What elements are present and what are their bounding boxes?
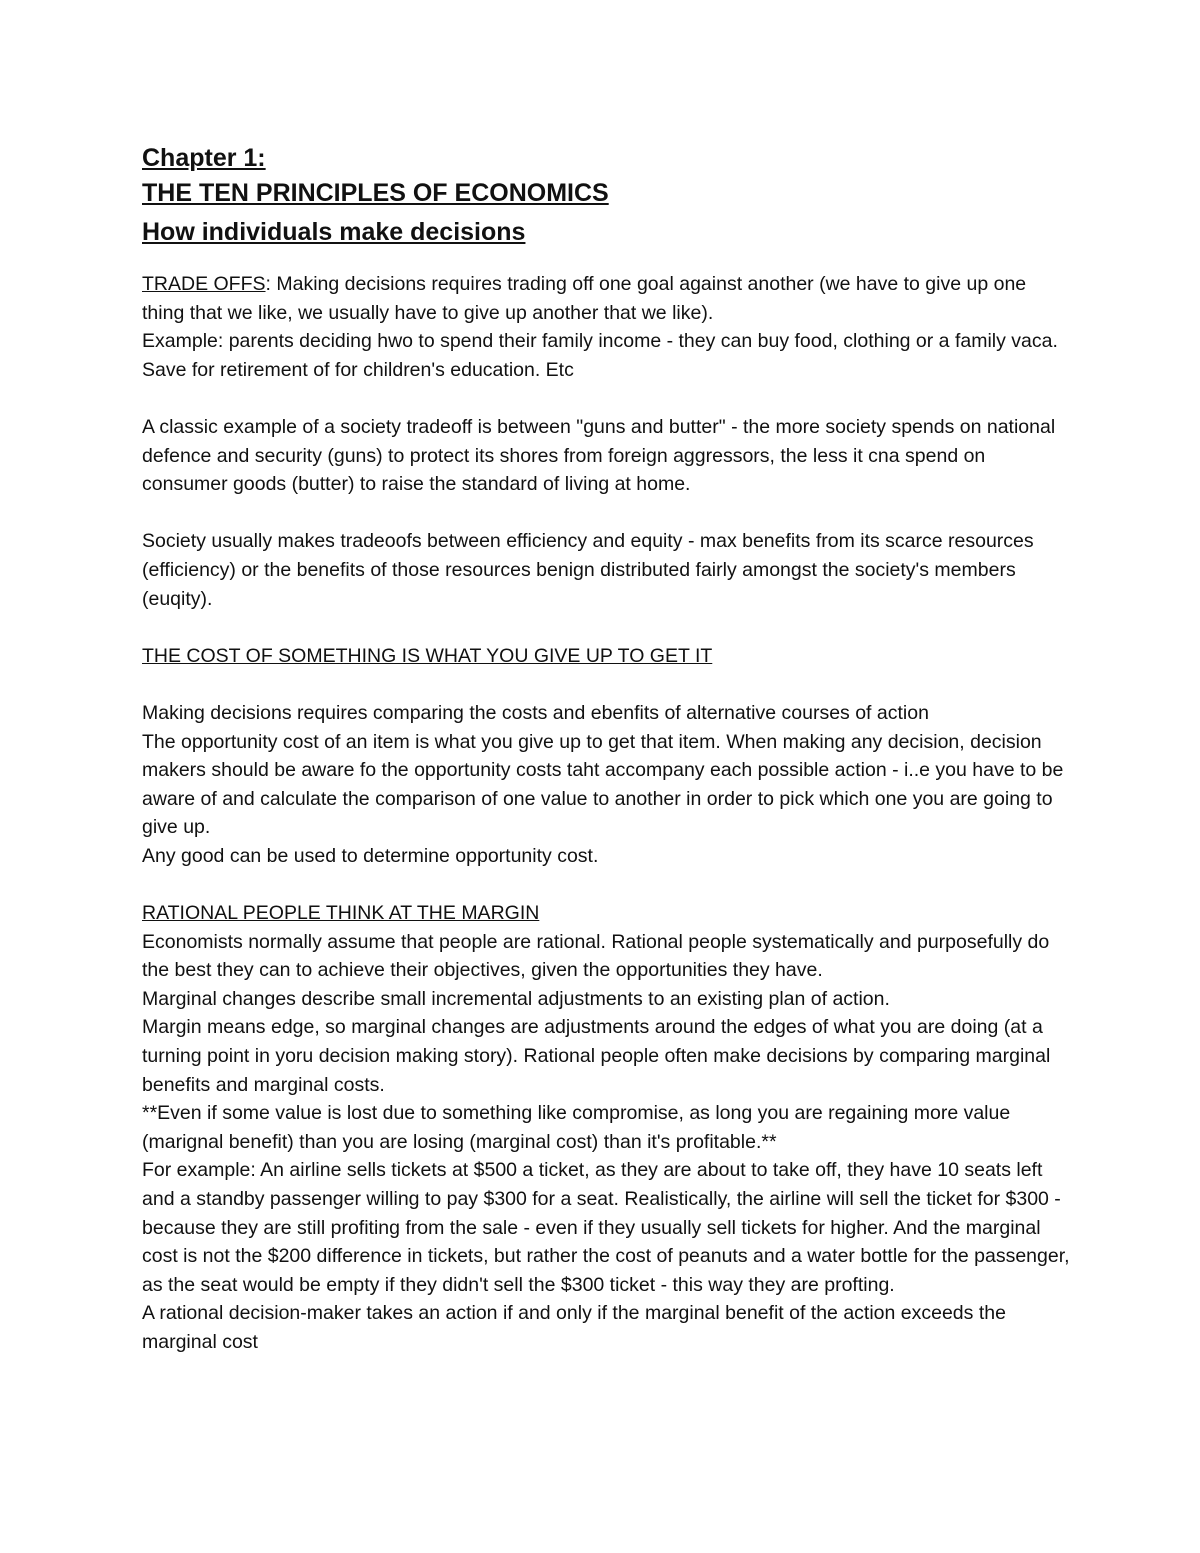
trade-offs-example: Example: parents deciding hwo to spend their family income - they can buy food, clothing or a family vaca. Save for retirement of for children's education. Etc xyxy=(142,330,1058,381)
trade-offs-label: TRADE OFFS xyxy=(142,273,266,295)
chapter-heading: Chapter 1: xyxy=(142,144,266,172)
margin-paragraph-5: For example: An airline sells tickets at $500 a ticket, as they are about to take off, they have 10 seats left and a standby passenger willing to pay $300 for a seat. Realistically, the airline will sell the ticket for $300 - because they are still profiting from the sale - even if they usually sell tickets for higher. And the marginal cost is not the $200 difference in tickets, but rather the cost of peanuts and a water bottle for the passenger, as the seat would be empty if they didn't sell the $300 ticket - this way they are profting. xyxy=(142,1159,1070,1296)
main-title: THE TEN PRINCIPLES OF ECONOMICS xyxy=(142,179,609,207)
spacer xyxy=(142,384,1072,413)
cost-heading: THE COST OF SOMETHING IS WHAT YOU GIVE UP TO GET IT xyxy=(142,644,713,667)
spacer xyxy=(142,499,1072,528)
efficiency-equity-paragraph: Society usually makes tradeoofs between efficiency and equity - max benefits from its scarce resources (efficiency) or the benefits of those resources benign distributed fairly amongst the society's members (euqity). xyxy=(142,530,1034,610)
spacer xyxy=(142,670,1072,699)
margin-heading: RATIONAL PEOPLE THINK AT THE MARGIN xyxy=(142,902,540,925)
trade-offs-paragraph xyxy=(142,270,1072,327)
cost-paragraph-2: The opportunity cost of an item is what you give up to get that item. When making any decision, decision makers should be aware fo the opportunity costs taht accompany each possible action - i..e you have to be aware of and calculate the comparison of one value to another in order to pick which one you are going to give up. xyxy=(142,730,1064,839)
margin-paragraph-6: A rational decision-maker takes an action if and only if the marginal benefit of the action exceeds the marginal cost xyxy=(142,1302,1006,1353)
margin-paragraph-1: Economists normally assume that people are rational. Rational people systematically and purposefully do the best they can to achieve their objectives, given the opportunities they have. xyxy=(142,930,1050,982)
trade-offs-text: : Making decisions requires trading off one goal against another (we have to give up one thing that we like, we usually have to give up another that we like). xyxy=(142,273,1027,324)
document-page xyxy=(142,141,1072,1357)
guns-butter-paragraph: A classic example of a society tradeoff is between "guns and butter" - the more society spends on national defence and security (guns) to protect its shores from foreign aggressors, the less it cna spend on consumer goods (butter) to raise the standard of living at home. xyxy=(142,415,1056,496)
cost-paragraph-1: Making decisions requires comparing the costs and ebenfits of alternative courses of action xyxy=(142,701,929,724)
subtitle: How individuals make decisions xyxy=(142,218,526,246)
margin-paragraph-4: **Even if some value is lost due to something like compromise, as long you are regaining more value (marignal benefit) than you are losing (marginal cost) than it's profitable.** xyxy=(142,1102,1011,1153)
cost-paragraph-3: Any good can be used to determine opportunity cost. xyxy=(142,844,599,867)
spacer xyxy=(142,252,1072,270)
spacer xyxy=(142,870,1072,899)
margin-paragraph-2: Marginal changes describe small incremental adjustments to an existing plan of action. xyxy=(142,987,890,1010)
spacer xyxy=(142,613,1072,642)
margin-paragraph-3: Margin means edge, so marginal changes are adjustments around the edges of what you are doing (at a turning point in yoru decision making story). Rational people often make decisions by comparing marginal benefits and marginal costs. xyxy=(142,1016,1051,1096)
